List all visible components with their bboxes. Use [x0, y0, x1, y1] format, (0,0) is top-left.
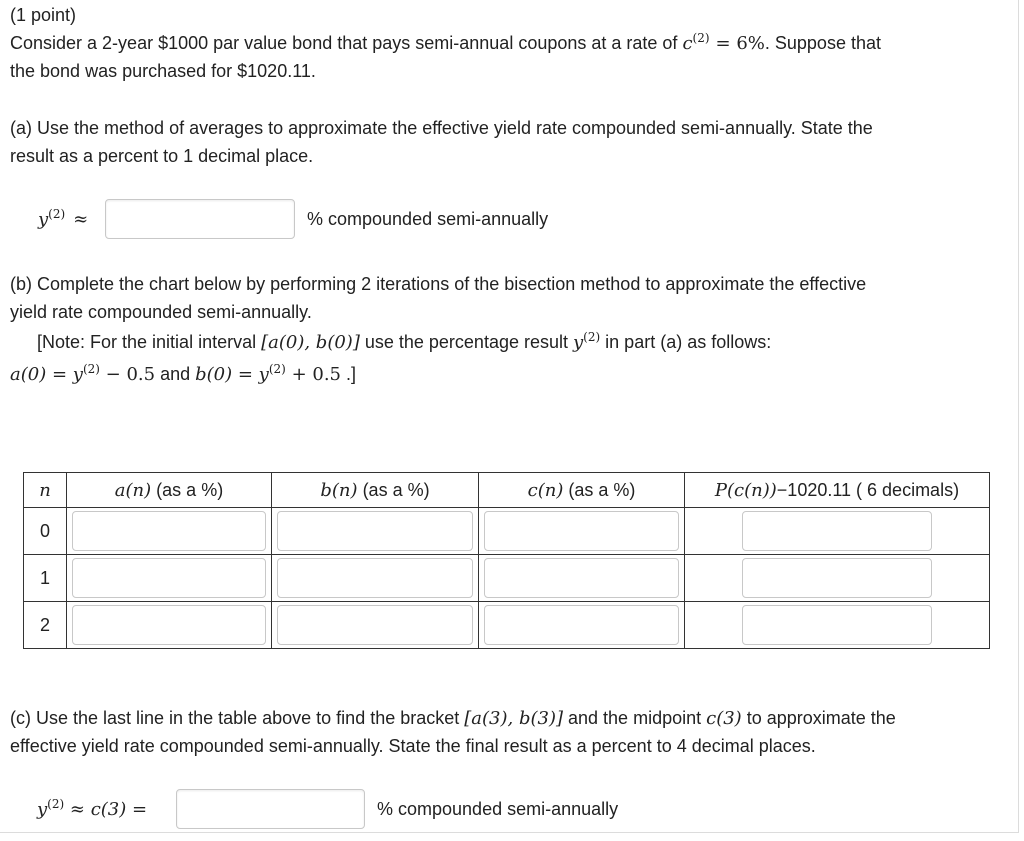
- cell-p: [685, 508, 990, 555]
- c0-input[interactable]: [484, 511, 679, 551]
- part-b-line-1: (b) Complete the chart below by performing 2 iterations of the bisection method to approximate the effective: [10, 274, 867, 294]
- part-c-sup: (2): [47, 797, 65, 811]
- header-n: n: [24, 473, 67, 508]
- intro-line-1: [10, 31, 881, 56]
- cell-c: [479, 508, 685, 555]
- formula-a: a(0) = y: [10, 364, 83, 385]
- c2-input[interactable]: [484, 605, 679, 645]
- b1-input[interactable]: [277, 558, 473, 598]
- rate-symbol: c: [682, 33, 693, 54]
- part-a-var: y: [38, 209, 49, 230]
- a2-input[interactable]: [72, 605, 266, 645]
- part-a-approx: ≈: [73, 209, 89, 230]
- table-row: [24, 508, 990, 555]
- note-pre: [Note: For the initial interval: [37, 332, 262, 352]
- a0-input[interactable]: [72, 511, 266, 551]
- part-c-lhs: [37, 797, 147, 822]
- part-a-lhs: [38, 207, 88, 232]
- formula-and: and: [155, 364, 196, 384]
- part-c-post: to approximate the: [741, 708, 896, 728]
- note-post: in part (a) as follows:: [600, 332, 772, 352]
- cell-c: [479, 602, 685, 649]
- row-n: 2: [24, 602, 67, 649]
- table-header-row: [24, 473, 990, 508]
- note-interval: [a(0), b(0)]: [261, 332, 360, 353]
- part-b-line-2: yield rate compounded semi-annually.: [10, 302, 312, 322]
- part-c-pre: (c) Use the last line in the table above to find the bracket: [10, 708, 465, 728]
- part-c-line-1: [10, 706, 896, 731]
- cell-b: [272, 508, 479, 555]
- table-row: [24, 555, 990, 602]
- cell-a: [67, 555, 272, 602]
- p0-input[interactable]: [742, 511, 932, 551]
- formula-b-sup: (2): [268, 362, 286, 376]
- formula-end: .]: [341, 364, 357, 384]
- note-var: y: [573, 332, 584, 353]
- part-c-rest: ≈ c(3) =: [64, 799, 148, 820]
- part-a-answer-input[interactable]: [105, 199, 295, 239]
- header-a: a(n) (as a %): [67, 473, 272, 508]
- part-c-unit: % compounded semi-annually: [377, 799, 619, 819]
- note-mid: use the percentage result: [359, 332, 573, 352]
- b2-input[interactable]: [277, 605, 473, 645]
- cell-p: [685, 602, 990, 649]
- header-b: b(n) (as a %): [272, 473, 479, 508]
- formula-a-post: − 0.5: [99, 364, 156, 385]
- c1-input[interactable]: [484, 558, 679, 598]
- part-b-note: [37, 330, 771, 355]
- part-a-unit: % compounded semi-annually: [307, 209, 549, 229]
- part-a-line-2: result as a percent to 1 decimal place.: [10, 146, 314, 166]
- part-c-mid: and the midpoint: [563, 708, 707, 728]
- p2-input[interactable]: [742, 605, 932, 645]
- points-label: (1 point): [10, 5, 77, 25]
- note-sup: (2): [583, 330, 601, 344]
- header-c: c(n) (as a %): [479, 473, 685, 508]
- cell-c: [479, 555, 685, 602]
- part-c-var: y: [37, 799, 48, 820]
- row-n: 1: [24, 555, 67, 602]
- part-c-answer-input[interactable]: [176, 789, 365, 829]
- part-c-line-2: effective yield rate compounded semi-annually. State the final result as a percent to 4 decimal places.: [10, 736, 816, 756]
- intro-text-post: . Suppose that: [764, 33, 881, 53]
- rate-sup: (2): [692, 31, 710, 45]
- bisection-table: [23, 472, 990, 649]
- cell-p: [685, 555, 990, 602]
- part-c-midpoint: c(3): [706, 708, 742, 729]
- part-c-bracket: [a(3), b(3)]: [464, 708, 564, 729]
- part-a-sup: (2): [48, 207, 66, 221]
- cell-a: [67, 508, 272, 555]
- cell-b: [272, 602, 479, 649]
- formula-b: b(0) = y: [195, 364, 269, 385]
- formula-a-sup: (2): [82, 362, 100, 376]
- intro-text-pre: Consider a 2-year $1000 par value bond that pays semi-annual coupons at a rate of: [10, 33, 683, 53]
- header-p: P(c(n))−1020.11 ( 6 decimals): [685, 473, 990, 508]
- rate-value: = 6%: [715, 33, 765, 54]
- row-n: 0: [24, 508, 67, 555]
- p1-input[interactable]: [742, 558, 932, 598]
- intro-line-2: the bond was purchased for $1020.11.: [10, 61, 316, 81]
- part-b-formula: [10, 362, 356, 387]
- cell-a: [67, 602, 272, 649]
- table-row: [24, 602, 990, 649]
- b0-input[interactable]: [277, 511, 473, 551]
- part-a-line-1: (a) Use the method of averages to approximate the effective yield rate compounded semi-annually. State the: [10, 118, 873, 138]
- a1-input[interactable]: [72, 558, 266, 598]
- cell-b: [272, 555, 479, 602]
- formula-b-post: + 0.5: [285, 364, 342, 385]
